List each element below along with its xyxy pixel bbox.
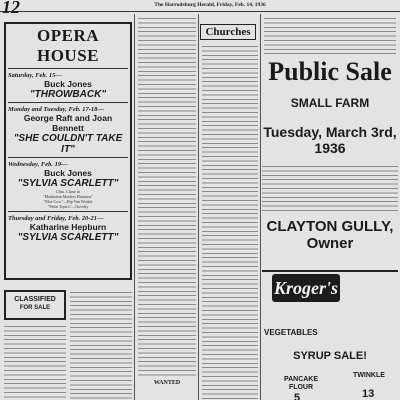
opera-house-ad (4, 22, 132, 280)
sale-subtitle: SMALL FARM (290, 96, 370, 110)
column-rule (134, 14, 135, 400)
extra-line: "Moe Cow"—Hip Van Winkle (43, 199, 93, 204)
twinkle-price: 13 (362, 388, 375, 400)
classified-box (4, 290, 66, 320)
church-column (202, 44, 258, 400)
twinkle: TWINKLE (353, 372, 385, 379)
public-sale-ad (262, 58, 398, 268)
opera-title: OPERA HOUSE (36, 26, 100, 65)
sale-owner: CLAYTON GULLY, Owner (266, 218, 394, 252)
show-star: Buck Jones (44, 168, 92, 178)
sale-date: Tuesday, March 3rd, 1936 (263, 124, 397, 156)
news-column (138, 16, 196, 376)
show-title: "SYLVIA SCARLETT" (17, 232, 119, 243)
wanted-heading: WANTED (153, 380, 181, 386)
vegetables-heading: VEGETABLES (264, 328, 318, 337)
column-rule (198, 14, 199, 400)
ads-column (70, 290, 132, 400)
churches-logo: Churches (200, 24, 256, 40)
show-star: Katharine Hepburn (29, 222, 107, 232)
show-star: George Raft and Joan Bennett (23, 113, 113, 133)
extra-line: Chas. Chase in (56, 189, 80, 194)
page-number: 12 (2, 0, 20, 17)
syrup-sale: SYRUP SALE! (293, 350, 367, 362)
sale-title: Public Sale (268, 57, 392, 86)
pancake-price: 5 (294, 392, 301, 400)
show-star: Buck Jones (44, 79, 92, 89)
krogers-ad (262, 270, 398, 400)
krogers-logo: Kroger's (272, 274, 340, 302)
classified-title: CLASSIFIED (14, 296, 56, 303)
top-right-column (264, 16, 396, 56)
column-rule (260, 14, 261, 400)
classified-subtitle: FOR SALE (19, 305, 51, 311)
extra-line: "Pathe Topics"—Novelty (47, 204, 89, 209)
show-title: "SYLVIA SCARLETT" (17, 178, 119, 189)
show-title: "SHE COULDN'T TAKE IT" (13, 133, 123, 155)
pancake-flour: PANCAKE FLOUR (283, 376, 319, 391)
show-date: Saturday, Feb. 15— (8, 72, 62, 79)
extra-line: "Manhattan Monkey Business" (43, 194, 93, 199)
show-date: Thursday and Friday, Feb. 20-21— (8, 215, 104, 222)
masthead: The Harrodsburg Herald, Friday, Feb. 14, 1936 (154, 2, 266, 8)
show-date: Monday and Tuesday, Feb. 17-18— (8, 106, 104, 113)
show-date: Wednesday, Feb. 19— (8, 161, 68, 168)
show-title: "THROWBACK" (29, 89, 107, 100)
classified-listings (4, 324, 66, 400)
